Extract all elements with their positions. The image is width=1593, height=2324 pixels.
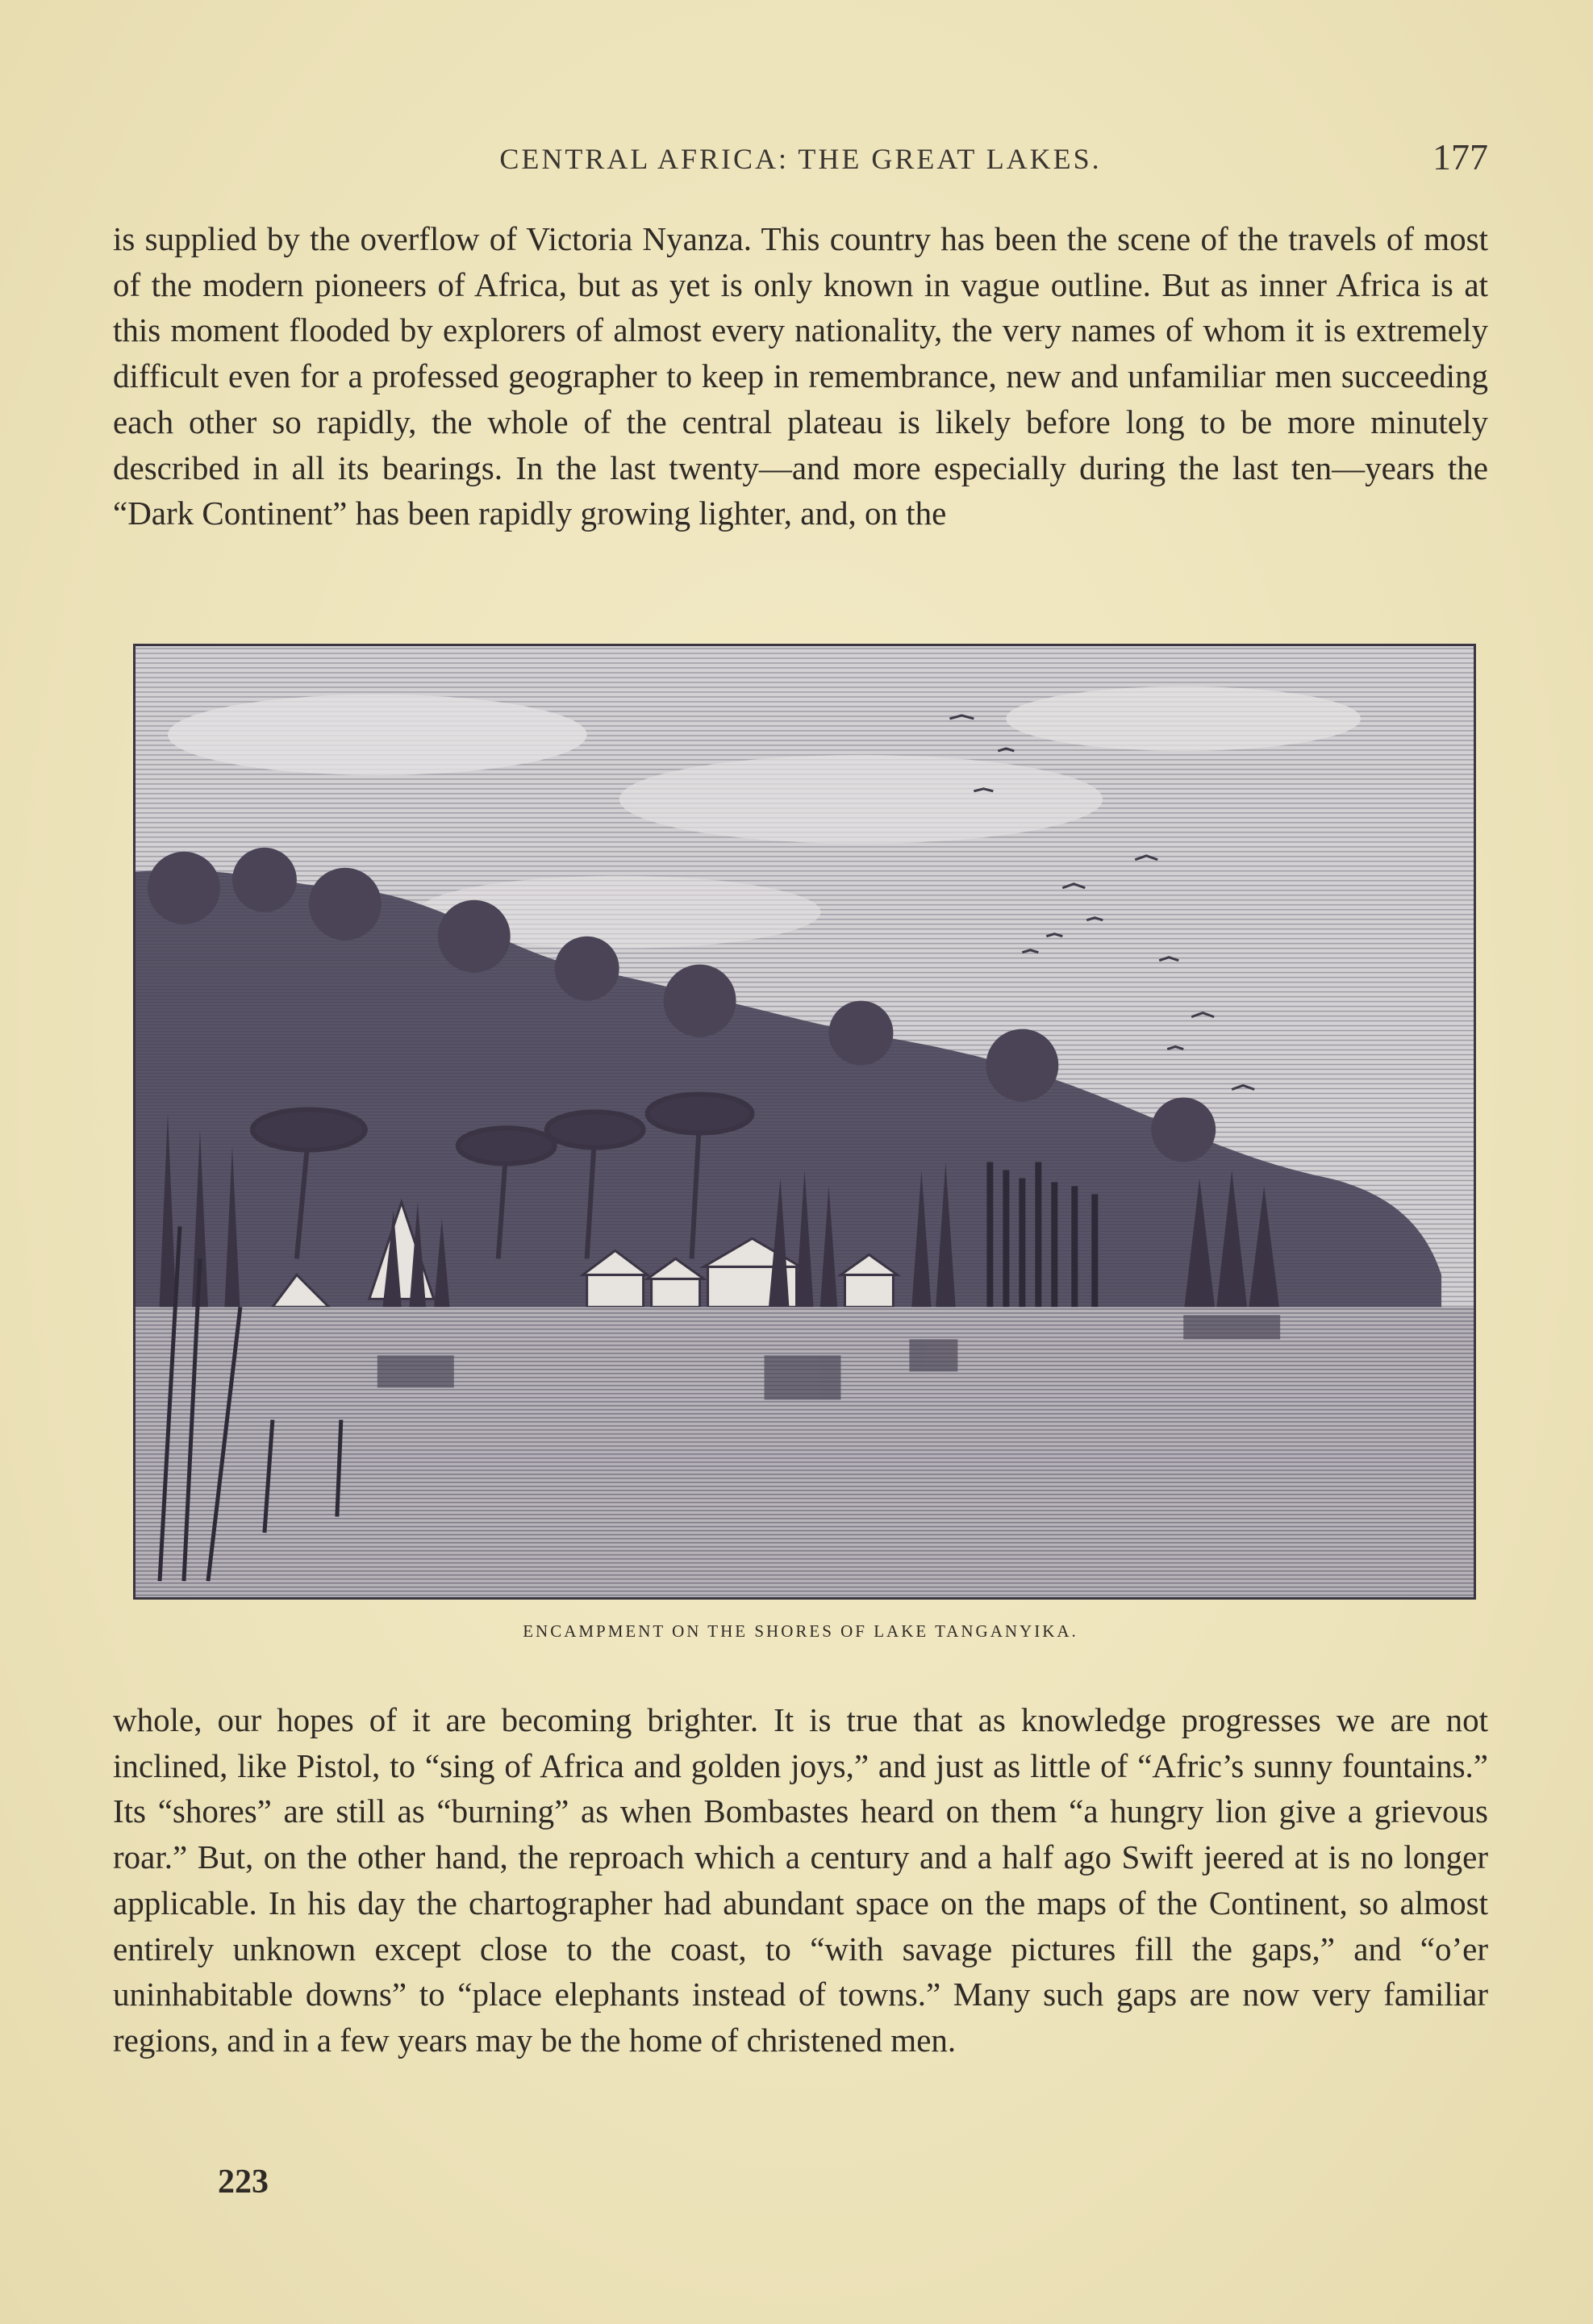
figure-caption: ENCAMPMENT ON THE SHORES OF LAKE TANGANYIKA. bbox=[523, 1621, 1078, 1641]
lake-encampment-engraving bbox=[136, 646, 1474, 1597]
signature-mark: 223 bbox=[218, 2163, 269, 2201]
body-paragraph-bottom: whole, our hopes of it are becoming brighter. It is true that as knowledge progresses we are not inclined, like Pistol, to “sing of Africa and golden joys,” and just as little of “Afric’s sunny fountains.” Its “shores” are still as “burning” as when Bombastes heard on them “a hungry lion give a grievous roar.” But, on the other hand, the reproach which a century and a half ago Swift jeered at is no longer applicable. In his day the chartographer had abundant space on the maps of the Continent, so almost entirely unknown except close to the coast, to “with savage pictures fill the gaps,” and “o’er uninhabitable downs” to “place elephants instead of towns.” Many such gaps are now very familiar regions, and in a few years may be the home of christened men. bbox=[113, 1701, 1488, 2059]
body-paragraph-top: is supplied by the overflow of Victoria Nyanza. This country has been the scene of the travels of most of the modern pioneers of Africa, but as yet is only known in vague outline. But as inner Africa is at this moment flooded by explorers of almost every nationality, the very names of whom it is extremely difficult even for a professed geographer to keep in remembrance, new and unfamiliar men succeeding each other so rapidly, the whole of the central plateau is likely before long to be more minutely described in all its bearings. In the last twenty—and more especially during the last ten—years the “Dark Continent” has been rapidly growing lighter, and, on the bbox=[113, 220, 1488, 532]
page-header bbox=[113, 136, 1488, 184]
engraving-illustration bbox=[133, 644, 1476, 1600]
running-title: CENTRAL AFRICA: THE GREAT LAKES. bbox=[499, 143, 1102, 175]
page-number: 177 bbox=[1432, 136, 1488, 177]
